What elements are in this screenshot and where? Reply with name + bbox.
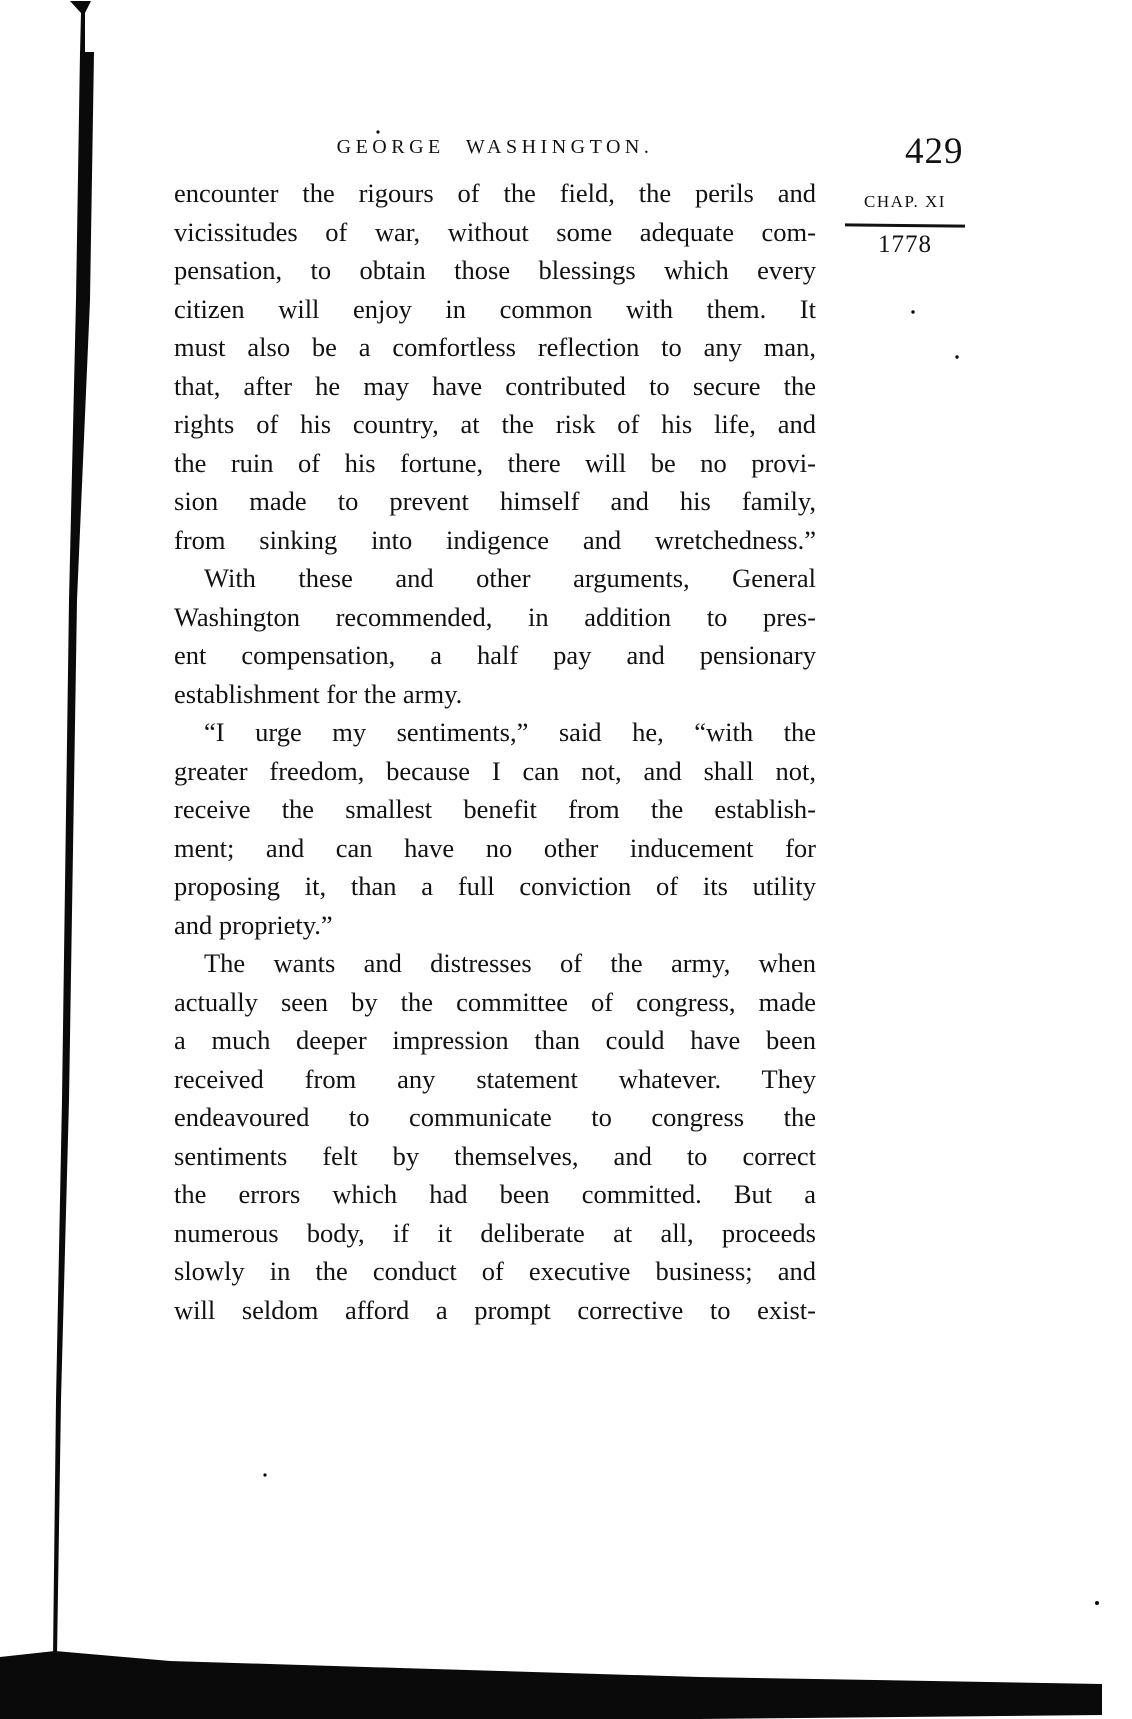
scan-speck — [263, 1473, 266, 1476]
text-line: “I urge my sentiments,” said he, “with the — [204, 717, 816, 747]
text-line: receive the smallest benefit from the establish- — [174, 794, 816, 824]
paragraph — [174, 713, 816, 944]
text-line: and propriety.” — [174, 909, 333, 940]
text-line: pensation, to obtain those blessings which every — [174, 255, 816, 285]
paragraph — [174, 174, 816, 559]
page-number: 429 — [905, 131, 964, 172]
margin-year-label: 1778 — [878, 231, 932, 258]
scan-gutter-bottom — [0, 1651, 1102, 1719]
scan-spine-band — [53, 52, 94, 1656]
text-line: endeavoured to communicate to congress the — [174, 1102, 816, 1132]
text-line: encounter the rigours of the field, the perils and — [174, 178, 816, 208]
text-line: sion made to prevent himself and his family, — [174, 486, 816, 516]
text-line: must also be a comfortless reflection to any man, — [174, 332, 816, 362]
text-line: establishment for the army. — [174, 678, 463, 709]
text-line: the errors which had been committed. But a — [174, 1179, 816, 1209]
text-line: rights of his country, at the risk of his life, and — [174, 409, 816, 439]
scan-speck — [911, 310, 914, 313]
scan-binding-mark-top — [70, 1, 91, 54]
scan-speck — [376, 130, 379, 133]
text-line: vicissitudes of war, without some adequate com- — [174, 216, 816, 247]
text-line: numerous body, if it deliberate at all, proceeds — [174, 1217, 816, 1248]
margin-rule — [845, 223, 965, 227]
text-line: actually seen by the committee of congress, made — [174, 986, 816, 1017]
text-line: Washington recommended, in addition to pres- — [174, 601, 816, 632]
text-line: will seldom afford a prompt corrective to exist- — [174, 1294, 816, 1325]
text-line: sentiments felt by themselves, and to correct — [174, 1140, 816, 1171]
paragraph — [174, 559, 816, 713]
text-line: proposing it, than a full conviction of its utility — [174, 871, 816, 901]
text-line: With these and other arguments, General — [204, 563, 816, 593]
text-line: citizen will enjoy in common with them. It — [174, 293, 816, 324]
text-line: slowly in the conduct of executive business; and — [174, 1256, 816, 1286]
text-line: a much deeper impression than could have been — [174, 1025, 816, 1055]
body-text — [174, 174, 816, 1329]
text-line: that, after he may have contributed to secure the — [174, 370, 816, 401]
running-title: GEORGE WASHINGTON. — [336, 136, 654, 158]
text-line: The wants and distresses of the army, when — [204, 948, 816, 978]
text-line: the ruin of his fortune, there will be no provi- — [174, 447, 816, 478]
text-line: ent compensation, a half pay and pensionary — [174, 640, 816, 670]
paragraph — [174, 944, 816, 1329]
text-line: greater freedom, because I can not, and shall not, — [174, 755, 816, 786]
margin-chapter-label: CHAP. XI — [864, 192, 946, 211]
text-line: from sinking into indigence and wretchedness.” — [174, 524, 816, 555]
text-line: ment; and can have no other inducement for — [174, 832, 816, 863]
scan-speck — [955, 355, 958, 358]
text-line: received from any statement whatever. They — [174, 1063, 816, 1094]
scan-speck — [1095, 1601, 1099, 1605]
